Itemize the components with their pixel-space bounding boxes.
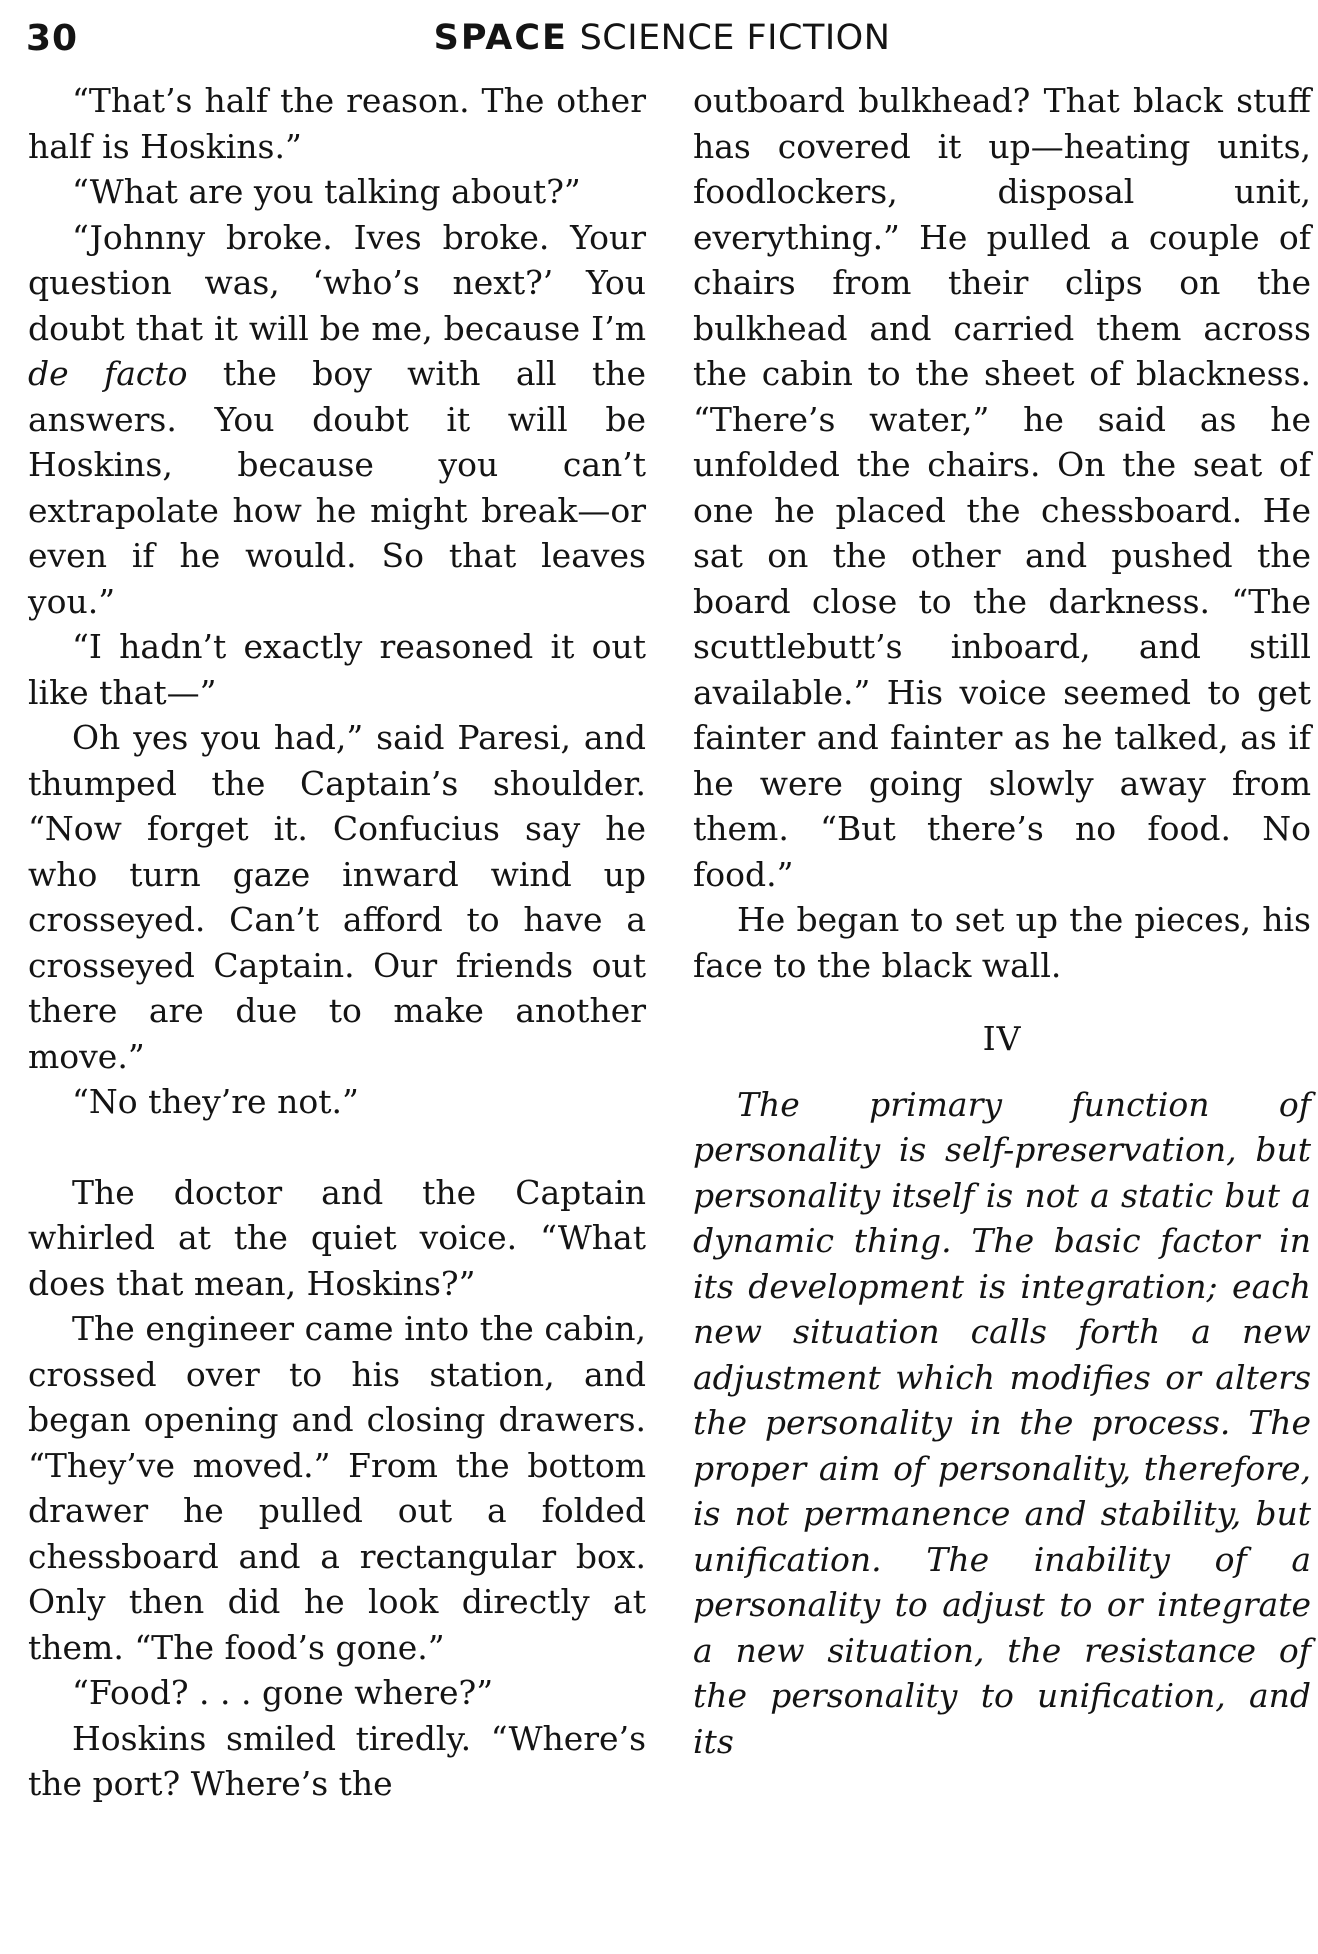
paragraph [28, 215, 646, 625]
italic-epigraph: The primary function of personality is self-preservation, but personality itself is not a static but a dynamic thing. The basic factor in its development is integration; each new situation calls forth a new adjustment which modifies or alters the personality in the process. The proper aim of personality, therefore, is not permanence and stability, but unification. The inability of a personality to adjust to or integrate a new situation, the resistance of the personality to unification, and its [693, 1084, 1311, 1761]
paragraph: “No they’re not.” [72, 1082, 359, 1121]
paragraph: Oh yes you had,” said Paresi, and thumped the Captain’s shoulder. “Now forget it. Confucius say he who turn gaze inward wind up crosseyed. Can’t afford to have a crosseyed Captain. Our friends out there are due to make another move.” [28, 718, 646, 1076]
page-header [26, 14, 1298, 64]
left-column [28, 78, 646, 1807]
paragraph: “That’s half the reason. The other half is Hoskins.” [28, 81, 646, 166]
emphasis-text: de facto [28, 354, 188, 393]
paragraph: “I hadn’t exactly reasoned it out like that—” [28, 627, 646, 712]
running-head [26, 18, 1298, 58]
right-column [693, 78, 1311, 1764]
running-head-subtitle: SCIENCE FICTION [567, 18, 891, 58]
paragraph: The engineer came into the cabin, crossed over to his station, and began opening and closing drawers. “They’ve moved.” From the bottom drawer he pulled out a folded chessboard and a rectangular box. Only then did he look directly at them. “The food’s gone.” [28, 1309, 646, 1667]
paragraph: Hoskins smiled tiredly. “Where’s the port? Where’s the [28, 1718, 646, 1803]
paragraph: He began to set up the pieces, his face to the black wall. [693, 900, 1311, 985]
section-break [28, 1125, 646, 1170]
paragraph-continued: outboard bulkhead? That black stuff has covered it up—heating units, foodlockers, disposal unit, everything.” He pulled a couple of chairs from their clips on the bulkhead and carried them across the cabin to the sheet of blackness. “There’s water,” he said as he unfolded the chairs. On the seat of one he placed the chessboard. He sat on the other and pushed the board close to the darkness. “The scuttlebutt’s inboard, and still available.” His voice seemed to get fainter and fainter as he talked, as if he were going slowly away from them. “But there’s no food. No food.” [693, 81, 1311, 894]
paragraph-text: the boy with all the answers. You doubt it will be Hoskins, because you can’t extrapolate how he might break—or even if he would. So that leaves you.” [28, 354, 646, 621]
section-number: IV [982, 1019, 1022, 1058]
paragraph: “What are you talking about?” [72, 172, 581, 211]
running-head-magazine: SPACE [433, 18, 568, 58]
paragraph: “Food? . . . gone where?” [72, 1673, 494, 1712]
page-number: 30 [26, 18, 79, 59]
paragraph-text: “Johnny broke. Ives broke. Your question was, ‘who’s next?’ You doubt that it will be me, because I’m [28, 217, 646, 348]
paragraph: The doctor and the Captain whirled at the quiet voice. “What does that mean, Hoskins?” [28, 1172, 646, 1303]
